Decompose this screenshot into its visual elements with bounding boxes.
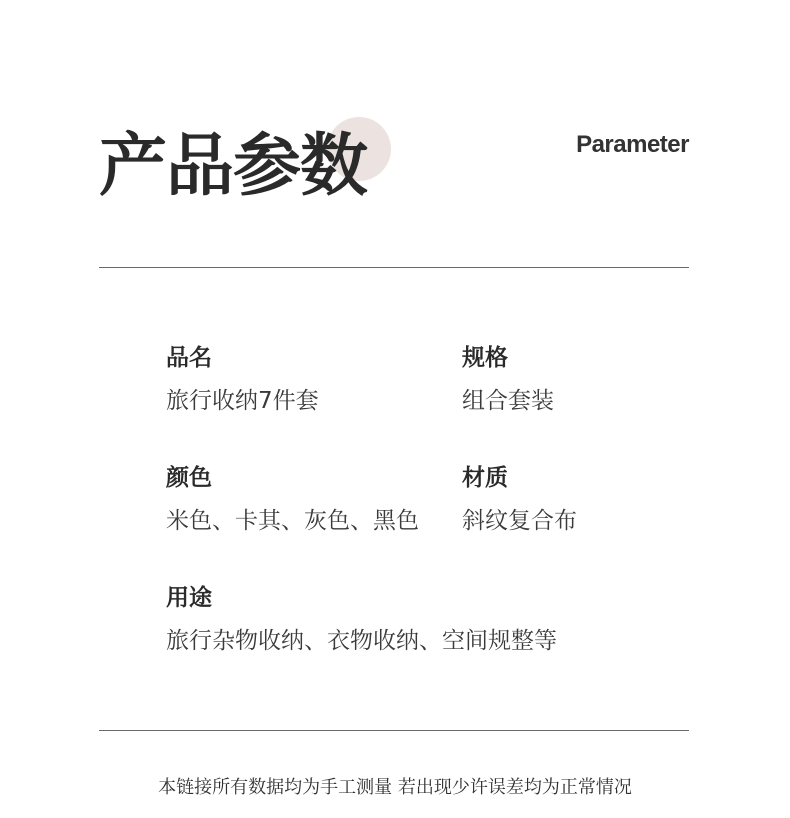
param-label: 颜色 — [166, 465, 212, 491]
param-product-name — [166, 343, 319, 416]
measurement-disclaimer: 本链接所有数据均为手工测量 若出现少许误差均为正常情况 — [158, 777, 632, 798]
page-subtitle: Parameter — [576, 131, 689, 158]
param-label: 材质 — [462, 465, 508, 491]
param-label: 规格 — [462, 345, 508, 371]
param-value: 旅行收纳7件套 — [166, 388, 319, 414]
param-label: 用途 — [166, 585, 212, 611]
param-value: 组合套装 — [462, 388, 554, 414]
param-specification — [462, 343, 554, 416]
param-color — [166, 463, 419, 536]
param-material — [462, 463, 577, 536]
param-usage — [166, 583, 557, 656]
param-value: 米色、卡其、灰色、黑色 — [166, 508, 419, 534]
top-divider — [99, 267, 689, 268]
param-value: 斜纹复合布 — [462, 508, 577, 534]
page-title: 产品参数 — [99, 127, 368, 206]
param-label: 品名 — [166, 345, 212, 371]
bottom-divider — [99, 730, 689, 731]
param-value: 旅行杂物收纳、衣物收纳、空间规整等 — [166, 628, 557, 654]
